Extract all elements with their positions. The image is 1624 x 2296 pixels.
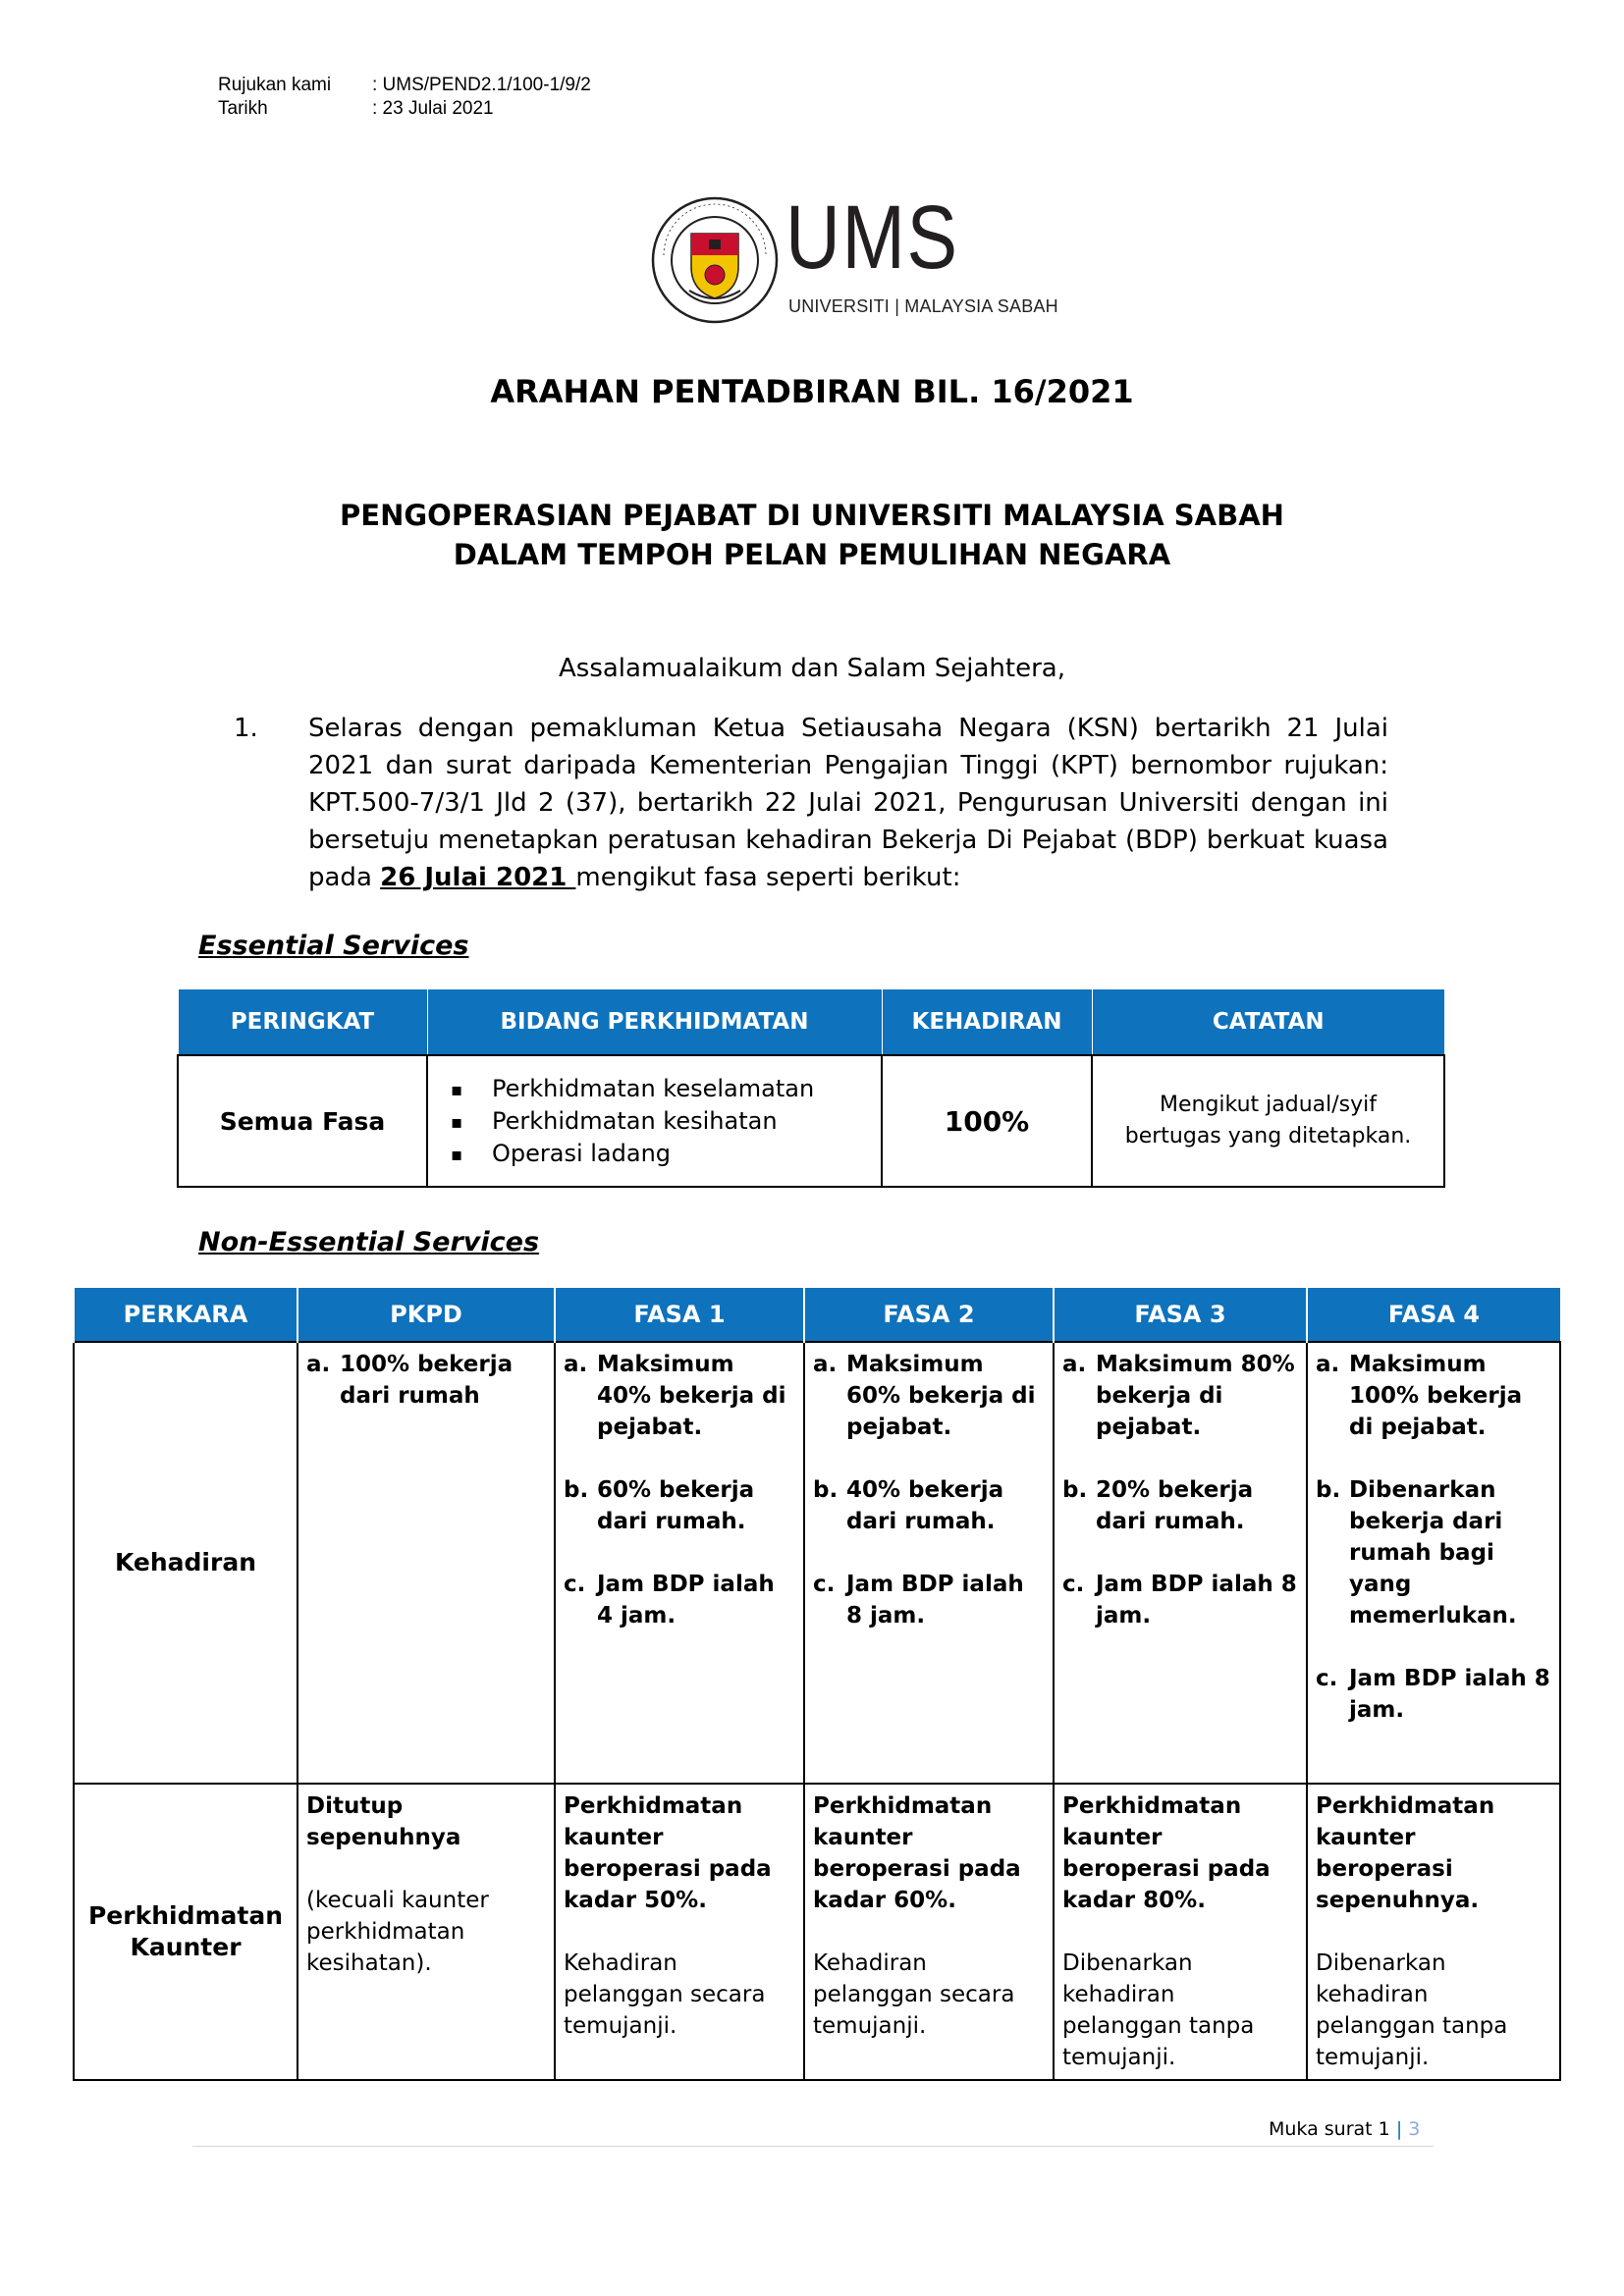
col-kehadiran: KEHADIRAN: [882, 989, 1092, 1055]
cell-bold-text: Perkhidmatan kaunter beroperasi pada kadar 50%.: [564, 1793, 772, 1913]
item-marker: b.: [813, 1477, 839, 1503]
page-label: Muka surat 1: [1269, 2118, 1390, 2140]
cell-bold-text: Ditutup sepenuhnya: [306, 1793, 461, 1850]
note-text: Mengikut jadual/syif bertugas yang ditetapkan.: [1124, 1093, 1412, 1148]
date-value: : 23 Julai 2021: [372, 98, 494, 119]
item-text: Jam BDP ialah 4 jam.: [597, 1572, 775, 1629]
item-marker: b.: [1316, 1477, 1341, 1503]
paragraph-number: 1.: [234, 714, 258, 743]
item-marker: b.: [564, 1477, 589, 1503]
cell-fasa-1: [555, 1784, 804, 2080]
paragraph-text: [308, 710, 1388, 896]
col-peringkat: PERINGKAT: [178, 989, 427, 1055]
item-text: Dibenarkan bekerja dari rumah bagi yang memerlukan.: [1349, 1477, 1517, 1629]
col-fasa-3: FASA 3: [1054, 1288, 1307, 1342]
item-marker: a.: [813, 1352, 838, 1377]
list-item: ▪ Operasi ladang: [492, 1138, 880, 1170]
item-marker: c.: [564, 1572, 586, 1597]
cell-fasa-3: [1054, 1784, 1307, 2080]
list-item: ▪ Perkhidmatan keselamatan: [492, 1073, 880, 1105]
non-essential-table: [73, 1288, 1561, 2081]
table-row: [74, 1342, 1560, 1784]
item-text: 100% bekerja dari rumah: [340, 1352, 514, 1409]
cell-fasa-1: [555, 1342, 804, 1784]
cell-fasa-4: [1307, 1342, 1560, 1784]
effective-date: 26 Julai 2021: [380, 863, 576, 892]
essential-table: [177, 989, 1445, 1188]
cell-pkpd: [298, 1784, 555, 2080]
item-marker: a.: [1062, 1352, 1087, 1377]
cell-normal-text: (kecuali kaunter perkhidmatan kesihatan).: [306, 1888, 489, 1976]
paragraph-text-end: mengikut fasa seperti berikut:: [575, 863, 961, 892]
item-marker: c.: [813, 1572, 836, 1597]
item-text: 40% bekerja dari rumah.: [846, 1477, 1004, 1534]
cell-bold-text: Perkhidmatan kaunter beroperasi pada kadar 60%.: [813, 1793, 1021, 1913]
cell-normal-text: Kehadiran pelanggan secara temujanji.: [564, 1950, 766, 2039]
col-bidang: BIDANG PERKHIDMATAN: [427, 989, 882, 1055]
col-perkara: PERKARA: [74, 1288, 298, 1342]
cell-bold-text: Perkhidmatan kaunter beroperasi pada kadar 80%.: [1062, 1793, 1271, 1913]
reference-label: Rujukan kami: [218, 75, 332, 95]
services-list: [429, 1073, 880, 1170]
cell-fasa-4: [1307, 1784, 1560, 2080]
subtitle-line-2: DALAM TEMPOH PELAN PEMULIHAN NEGARA: [453, 538, 1171, 571]
greeting: Assalamualaikum dan Salam Sejahtera,: [559, 654, 1065, 683]
page-total: 3: [1408, 2118, 1421, 2140]
row-label-kaunter: Perkhidmatan Kaunter: [74, 1784, 298, 2080]
note-cell: [1092, 1055, 1444, 1187]
col-pkpd: PKPD: [298, 1288, 555, 1342]
non-essential-header-row: [74, 1288, 1560, 1342]
document-subtitle: [0, 496, 1624, 574]
row-label-kehadiran: Kehadiran: [74, 1342, 298, 1784]
reference-line: [218, 74, 591, 97]
item-marker: b.: [1062, 1477, 1088, 1503]
paragraph-text-body: Selaras dengan pemakluman Ketua Setiausaha Negara (KSN) bertarikh 21 Julai 2021 dan surat daripada Kementerian Pengajian Tinggi (KPT) bernombor rujukan: KPT.500-7/3/1 Jld 2 (37), bertarikh 22 Julai 2021, Pengurusan Universiti dengan ini bersetuju menetapkan peratusan kehadiran Bekerja Di Pejabat (BDP) berkuat kuasa pada: [308, 714, 1388, 892]
page-separator: |: [1395, 2118, 1403, 2140]
col-fasa-4: FASA 4: [1307, 1288, 1560, 1342]
cell-bold-text: Perkhidmatan kaunter beroperasi sepenuhnya.: [1316, 1793, 1495, 1913]
document-title: ARAHAN PENTADBIRAN BIL. 16/2021: [490, 373, 1134, 410]
cell-normal-text: Kehadiran pelanggan secara temujanji.: [813, 1950, 1015, 2039]
item-text: Maksimum 60% bekerja di pejabat.: [846, 1352, 1036, 1440]
col-catatan: CATATAN: [1092, 989, 1444, 1055]
ums-wordmark: UMS: [785, 187, 959, 288]
date-label: Tarikh: [218, 98, 268, 119]
date-line: [218, 97, 494, 121]
essential-header-row: [178, 989, 1444, 1055]
item-text: Maksimum 80% bekerja di pejabat.: [1096, 1352, 1295, 1440]
cell-normal-text: Dibenarkan kehadiran pelanggan tanpa temujanji.: [1316, 1950, 1508, 2070]
item-text: Jam BDP ialah 8 jam.: [846, 1572, 1024, 1629]
item-text: Jam BDP ialah 8 jam.: [1349, 1666, 1550, 1723]
cell-pkpd: [298, 1342, 555, 1784]
item-text: Maksimum 40% bekerja di pejabat.: [597, 1352, 786, 1440]
level-cell: Semua Fasa: [178, 1055, 427, 1187]
footer-divider: [192, 2146, 1434, 2147]
col-fasa-1: FASA 1: [555, 1288, 804, 1342]
services-cell: [427, 1055, 882, 1187]
item-text: Maksimum 100% bekerja di pejabat.: [1349, 1352, 1523, 1440]
item-text: Jam BDP ialah 8 jam.: [1096, 1572, 1297, 1629]
item-marker: a.: [564, 1352, 588, 1377]
reference-value: : UMS/PEND2.1/100-1/9/2: [372, 75, 591, 95]
essential-row: [178, 1055, 1444, 1187]
col-fasa-2: FASA 2: [804, 1288, 1054, 1342]
list-item: ▪ Perkhidmatan kesihatan: [492, 1105, 880, 1138]
page-number: [1269, 2118, 1420, 2140]
item-text: 20% bekerja dari rumah.: [1096, 1477, 1254, 1534]
cell-fasa-3: [1054, 1342, 1307, 1784]
item-marker: a.: [1316, 1352, 1340, 1377]
table-row: [74, 1784, 1560, 2080]
item-text: 60% bekerja dari rumah.: [597, 1477, 755, 1534]
attendance-cell: 100%: [882, 1055, 1092, 1187]
item-marker: c.: [1316, 1666, 1338, 1691]
non-essential-heading: Non-Essential Services: [198, 1227, 540, 1257]
cell-fasa-2: [804, 1342, 1054, 1784]
essential-heading: Essential Services: [198, 931, 469, 961]
ums-subtitle: UNIVERSITI | MALAYSIA SABAH: [788, 296, 1058, 316]
item-marker: a.: [306, 1352, 331, 1377]
cell-fasa-2: [804, 1784, 1054, 2080]
subtitle-line-1: PENGOPERASIAN PEJABAT DI UNIVERSITI MALAYSIA SABAH: [340, 499, 1284, 532]
cell-normal-text: Dibenarkan kehadiran pelanggan tanpa temujanji.: [1062, 1950, 1255, 2070]
ums-seal-logo: [650, 196, 780, 324]
item-marker: c.: [1062, 1572, 1085, 1597]
